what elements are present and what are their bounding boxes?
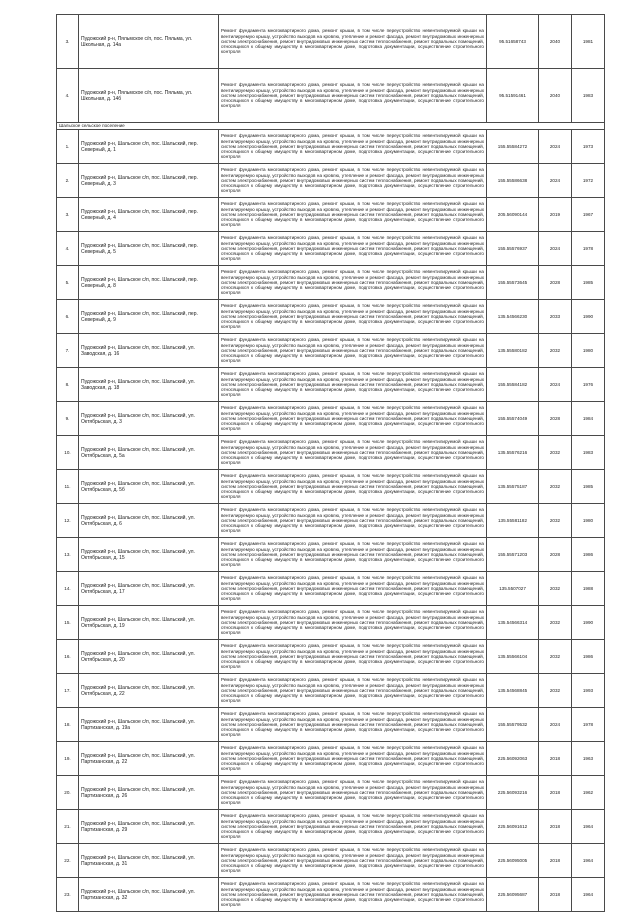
row-work-description: Ремонт фундамента многоквартирного дома, ремонт крыши, в том числе переустройство невентилируемой крыши на вентилируемую крышу, устройство выходов на кровлю, утепление и ремонт фасада, ремонт внутридомовых инженерных систем электроснабжения, ремонт внутридомовых инженерных систем теплоснабжения, ремонт подвальных помещений, относящихся к общему имуществу в многоквартирном доме, подготовка документации, осуществление строительного контроля (219, 606, 487, 640)
row-cost: 225.56095687 (487, 878, 539, 912)
row-number: 11. (57, 470, 79, 504)
row-planned-year: 2024 (539, 164, 572, 198)
table-row (57, 810, 605, 844)
row-address: Пудожский р-н, Шальское с/п, пос. Шальский, пер. Северный, д. 1 (79, 130, 219, 164)
row-cost: 225.56091612 (487, 810, 539, 844)
row-address: Пудожский р-н, Шальское с/п, пос. Шальский, ул. Партизанская, д. 22 (79, 742, 219, 776)
row-work-description: Ремонт фундамента многоквартирного дома, ремонт крыши, в том числе переустройство невентилируемой крыши на вентилируемую крышу, устройство выходов на кровлю, утепление и ремонт фасада, ремонт внутридомовых инженерных систем электроснабжения, ремонт внутридомовых инженерных систем теплоснабжения, ремонт подвальных помещений, относящихся к общему имуществу в многоквартирном доме, подготовка документации, осуществление строительного контроля (219, 538, 487, 572)
row-built-year: 1990 (572, 300, 605, 334)
row-built-year: 1962 (572, 776, 605, 810)
row-cost: 155.55571203 (487, 538, 539, 572)
row-work-description: Ремонт фундамента многоквартирного дома, ремонт крыши, в том числе переустройство невентилируемой крыши на вентилируемую крышу, устройство выходов на кровлю, утепление и ремонт фасада, ремонт внутридомовых инженерных систем электроснабжения, ремонт внутридомовых инженерных систем теплоснабжения, ремонт подвальных помещений, относящихся к общему имуществу в многоквартирном доме, подготовка документации, осуществление строительного контроля (219, 572, 487, 606)
row-number: 22. (57, 844, 79, 878)
row-planned-year: 2032 (539, 640, 572, 674)
table-row (57, 640, 605, 674)
row-built-year: 1985 (572, 470, 605, 504)
row-cost: 155.55584182 (487, 368, 539, 402)
row-address: Пудожский р-н, Шальское с/п, пос. Шальский, пер. Северный, д. 5 (79, 232, 219, 266)
row-planned-year: 2018 (539, 878, 572, 912)
row-built-year: 1983 (572, 69, 605, 123)
row-planned-year: 2032 (539, 606, 572, 640)
row-number: 2. (57, 164, 79, 198)
row-planned-year: 2032 (539, 436, 572, 470)
row-number: 12. (57, 504, 79, 538)
row-work-description: Ремонт фундамента многоквартирного дома, ремонт крыши, в том числе переустройство невентилируемой крыши на вентилируемую крышу, устройство выходов на кровлю, утепление и ремонт фасада, ремонт внутридомовых инженерных систем электроснабжения, ремонт внутридомовых инженерных систем теплоснабжения, ремонт подвальных помещений, относящихся к общему имуществу в многоквартирном доме, подготовка документации, осуществление строительного контроля (219, 504, 487, 538)
row-work-description: Ремонт фундамента многоквартирного дома, ремонт крыши, в том числе переустройство невентилируемой крыши на вентилируемую крышу, устройство выходов на кровлю, утепление и ремонт фасада, ремонт внутридомовых инженерных систем электроснабжения, ремонт внутридомовых инженерных систем теплоснабжения, ремонт подвальных помещений, относящихся к общему имуществу в многоквартирном доме, подготовка документации, осуществление строительного контроля (219, 402, 487, 436)
row-planned-year: 2033 (539, 300, 572, 334)
row-number: 19. (57, 742, 79, 776)
row-work-description: Ремонт фундамента многоквартирного дома, ремонт крыши, в том числе переустройство невентилируемой крыши на вентилируемую крышу, устройство выходов на кровлю, утепление и ремонт фасада, ремонт внутридомовых инженерных систем электроснабжения, ремонт внутридомовых инженерных систем теплоснабжения, ремонт подвальных помещений, относящихся к общему имуществу в многоквартирном доме, подготовка документации, осуществление строительного контроля (219, 878, 487, 912)
row-built-year: 1964 (572, 810, 605, 844)
row-cost: 135.54566314 (487, 606, 539, 640)
row-work-description: Ремонт фундамента многоквартирного дома, ремонт крыши, в том числе переустройство невентилируемой крыши на вентилируемую крышу, устройство выходов на кровлю, утепление и ремонт фасада, ремонт внутридомовых инженерных систем электроснабжения, ремонт внутридомовых инженерных систем теплоснабжения, ремонт подвальных помещений, относящихся к общему имуществу в многоквартирном доме, подготовка документации, осуществление строительного контроля (219, 130, 487, 164)
row-built-year: 1972 (572, 164, 605, 198)
table-body (57, 15, 605, 912)
row-planned-year: 2018 (539, 776, 572, 810)
row-address: Пудожский р-н, Шальское с/п, пос. Шальский, ул. Заводская, д. 18 (79, 368, 219, 402)
row-work-description: Ремонт фундамента многоквартирного дома, ремонт крыши, в том числе переустройство невентилируемой крыши на вентилируемую крышу, устройство выходов на кровлю, утепление и ремонт фасада, ремонт внутридомовых инженерных систем электроснабжения, ремонт внутридомовых инженерных систем теплоснабжения, ремонт подвальных помещений, относящихся к общему имуществу в многоквартирном доме, подготовка документации, осуществление строительного контроля (219, 470, 487, 504)
row-built-year: 1978 (572, 708, 605, 742)
row-planned-year: 2018 (539, 742, 572, 776)
row-planned-year: 2018 (539, 810, 572, 844)
row-work-description: Ремонт фундамента многоквартирного дома, ремонт крыши, в том числе переустройство невентилируемой крыши на вентилируемую крышу, устройство выходов на кровлю, утепление и ремонт фасада, ремонт внутридомовых инженерных систем электроснабжения, ремонт внутридомовых инженерных систем теплоснабжения, ремонт подвальных помещений, относящихся к общему имуществу в многоквартирном доме, подготовка документации, осуществление строительного контроля (219, 164, 487, 198)
row-built-year: 1980 (572, 504, 605, 538)
row-address: Пудожский р-н, Шальское с/п, пос. Шальский, ул. Октябрьская, д. 15 (79, 538, 219, 572)
row-planned-year: 2032 (539, 334, 572, 368)
table-row (57, 470, 605, 504)
row-work-description: Ремонт фундамента многоквартирного дома, ремонт крыши, в том числе переустройство невентилируемой крыши на вентилируемую крышу, устройство выходов на кровлю, утепление и ремонт фасада, ремонт внутридомовых инженерных систем электроснабжения, ремонт внутридомовых инженерных систем теплоснабжения, ремонт подвальных помещений, относящихся к общему имуществу в многоквартирном доме, подготовка документации, осуществление строительного контроля (219, 640, 487, 674)
row-work-description: Ремонт фундамента многоквартирного дома, ремонт крыши, в том числе переустройство невентилируемой крыши на вентилируемую крышу, устройство выходов на кровлю, утепление и ремонт фасада, ремонт внутридомовых инженерных систем электроснабжения, ремонт внутридомовых инженерных систем теплоснабжения, ремонт подвальных помещений, относящихся к общему имуществу в многоквартирном доме, подготовка документации, осуществление строительного контроля (219, 266, 487, 300)
row-built-year: 1988 (572, 572, 605, 606)
row-built-year: 1964 (572, 878, 605, 912)
row-built-year: 1993 (572, 674, 605, 708)
row-work-description: Ремонт фундамента многоквартирного дома, ремонт крыши, в том числе переустройство невентилируемой крыши на вентилируемую крышу, устройство выходов на кровлю, утепление и ремонт фасада, ремонт внутридомовых инженерных систем электроснабжения, ремонт внутридомовых инженерных систем теплоснабжения, ремонт подвальных помещений, относящихся к общему имуществу в многоквартирном доме, подготовка документации, осуществление строительного контроля (219, 708, 487, 742)
row-cost: 155.55586638 (487, 164, 539, 198)
row-planned-year: 2040 (539, 15, 572, 69)
row-built-year: 1983 (572, 436, 605, 470)
row-address: Пудожский р-н, Шальское с/п, пос. Шальский, ул. Октябрьская, д. 22 (79, 674, 219, 708)
table-row (57, 368, 605, 402)
row-work-description: Ремонт фундамента многоквартирного дома, ремонт крыши, в том числе переустройство невентилируемой крыши на вентилируемую крышу, устройство выходов на кровлю, утепление и ремонт фасада, ремонт внутридомовых инженерных систем электроснабжения, ремонт внутридомовых инженерных систем теплоснабжения, ремонт подвальных помещений, относящихся к общему имуществу в многоквартирном доме, подготовка документации, осуществление строительного контроля (219, 776, 487, 810)
table-row (57, 198, 605, 232)
row-cost: 155.55574049 (487, 402, 539, 436)
table-row (57, 674, 605, 708)
row-planned-year: 2032 (539, 504, 572, 538)
row-cost: 205.56090144 (487, 198, 539, 232)
row-planned-year: 2024 (539, 708, 572, 742)
row-cost: 135.54568845 (487, 674, 539, 708)
row-built-year: 1978 (572, 232, 605, 266)
row-work-description: Ремонт фундамента многоквартирного дома, ремонт крыши, в том числе переустройство невентилируемой крыши на вентилируемую крышу, устройство выходов на кровлю, утепление и ремонт фасада, ремонт внутридомовых инженерных систем электроснабжения, ремонт внутридомовых инженерных систем теплоснабжения, ремонт подвальных помещений, относящихся к общему имуществу в многоквартирном доме, подготовка документации, осуществление строительного контроля (219, 15, 487, 69)
row-planned-year: 2018 (539, 844, 572, 878)
row-cost: 135.55566104 (487, 640, 539, 674)
table-row (57, 69, 605, 123)
section-row (57, 123, 605, 130)
table-row (57, 15, 605, 69)
table-row (57, 538, 605, 572)
row-built-year: 1963 (572, 742, 605, 776)
row-cost: 155.55576937 (487, 232, 539, 266)
row-built-year: 1986 (572, 538, 605, 572)
row-cost: 135.5507027 (487, 572, 539, 606)
row-address: Пудожский р-н, Шальское с/п, пос. Шальский, ул. Октябрьская, д. 20 (79, 640, 219, 674)
row-planned-year: 2024 (539, 368, 572, 402)
row-planned-year: 2032 (539, 470, 572, 504)
table-row (57, 232, 605, 266)
row-work-description: Ремонт фундамента многоквартирного дома, ремонт крыши, в том числе переустройство невентилируемой крыши на вентилируемую крышу, устройство выходов на кровлю, утепление и ремонт фасада, ремонт внутридомовых инженерных систем электроснабжения, ремонт внутридомовых инженерных систем теплоснабжения, ремонт подвальных помещений, относящихся к общему имуществу в многоквартирном доме, подготовка документации, осуществление строительного контроля (219, 198, 487, 232)
row-built-year: 1976 (572, 368, 605, 402)
row-cost: 225.56092063 (487, 742, 539, 776)
table-row (57, 300, 605, 334)
row-built-year: 1980 (572, 334, 605, 368)
row-number: 1. (57, 130, 79, 164)
row-cost: 225.56093216 (487, 776, 539, 810)
table-row (57, 742, 605, 776)
row-cost: 225.56095005 (487, 844, 539, 878)
table-row (57, 164, 605, 198)
row-cost: 155.55584272 (487, 130, 539, 164)
row-number: 3. (57, 15, 79, 69)
row-number: 14. (57, 572, 79, 606)
row-address: Пудожский р-н, Шальское с/п, пос. Шальский, ул. Октябрьская, д. 3 (79, 402, 219, 436)
row-work-description: Ремонт фундамента многоквартирного дома, ремонт крыши, в том числе переустройство невентилируемой крыши на вентилируемую крышу, устройство выходов на кровлю, утепление и ремонт фасада, ремонт внутридомовых инженерных систем электроснабжения, ремонт внутридомовых инженерных систем теплоснабжения, ремонт подвальных помещений, относящихся к общему имуществу в многоквартирном доме, подготовка документации, осуществление строительного контроля (219, 674, 487, 708)
row-number: 9. (57, 402, 79, 436)
row-built-year: 1964 (572, 844, 605, 878)
row-cost: 135.55580182 (487, 334, 539, 368)
row-built-year: 1981 (572, 15, 605, 69)
row-built-year: 1984 (572, 402, 605, 436)
row-address: Пудожский р-н, Пяльмское с/п, пос. Пяльма, ул. Школьная, д. 14б (79, 69, 219, 123)
row-built-year: 1985 (572, 266, 605, 300)
row-address: Пудожский р-н, Шальское с/п, пос. Шальский, ул. Октябрьская, д. 6 (79, 504, 219, 538)
row-number: 23. (57, 878, 79, 912)
table-row (57, 436, 605, 470)
row-built-year: 1973 (572, 130, 605, 164)
table-row (57, 130, 605, 164)
row-number: 7. (57, 334, 79, 368)
row-cost: 135.55581182 (487, 504, 539, 538)
row-number: 4. (57, 69, 79, 123)
row-work-description: Ремонт фундамента многоквартирного дома, ремонт крыши, в том числе переустройство невентилируемой крыши на вентилируемую крышу, устройство выходов на кровлю, утепление и ремонт фасада, ремонт внутридомовых инженерных систем электроснабжения, ремонт внутридомовых инженерных систем теплоснабжения, ремонт подвальных помещений, относящихся к общему имуществу в многоквартирном доме, подготовка документации, осуществление строительного контроля (219, 232, 487, 266)
row-number: 6. (57, 300, 79, 334)
row-work-description: Ремонт фундамента многоквартирного дома, ремонт крыши, в том числе переустройство невентилируемой крыши на вентилируемую крышу, устройство выходов на кровлю, утепление и ремонт фасада, ремонт внутридомовых инженерных систем электроснабжения, ремонт внутридомовых инженерных систем теплоснабжения, ремонт подвальных помещений, относящихся к общему имуществу в многоквартирном доме, подготовка документации, осуществление строительного контроля (219, 742, 487, 776)
row-address: Пудожский р-н, Шальское с/п, пос. Шальский, ул. Октябрьская, д. 19 (79, 606, 219, 640)
row-number: 18. (57, 708, 79, 742)
row-work-description: Ремонт фундамента многоквартирного дома, ремонт крыши, в том числе переустройство невентилируемой крыши на вентилируемую крышу, устройство выходов на кровлю, утепление и ремонт фасада, ремонт внутридомовых инженерных систем электроснабжения, ремонт внутридомовых инженерных систем теплоснабжения, ремонт подвальных помещений, относящихся к общему имуществу в многоквартирном доме, подготовка документации, осуществление строительного контроля (219, 334, 487, 368)
row-cost: 135.55575187 (487, 470, 539, 504)
row-work-description: Ремонт фундамента многоквартирного дома, ремонт крыши, в том числе переустройство невентилируемой крыши на вентилируемую крышу, устройство выходов на кровлю, утепление и ремонт фасада, ремонт внутридомовых инженерных систем электроснабжения, ремонт внутридомовых инженерных систем теплоснабжения, ремонт подвальных помещений, относящихся к общему имуществу в многоквартирном доме, подготовка документации, осуществление строительного контроля (219, 810, 487, 844)
row-address: Пудожский р-н, Шальское с/п, пос. Шальский, ул. Партизанская, д. 29 (79, 810, 219, 844)
row-address: Пудожский р-н, Шальское с/п, пос. Шальский, пер. Северный, д. 9 (79, 300, 219, 334)
row-number: 8. (57, 368, 79, 402)
row-address: Пудожский р-н, Шальское с/п, пос. Шальский, ул. Октябрьская, д. 17 (79, 572, 219, 606)
row-address: Пудожский р-н, Пяльмское с/п, пос. Пяльма, ул. Школьная, д. 14а (79, 15, 219, 69)
row-cost: 135.54566230 (487, 300, 539, 334)
row-cost: 95.51658743 (487, 15, 539, 69)
row-number: 5. (57, 266, 79, 300)
table-row (57, 708, 605, 742)
row-number: 15. (57, 606, 79, 640)
row-work-description: Ремонт фундамента многоквартирного дома, ремонт крыши, в том числе переустройство невентилируемой крыши на вентилируемую крышу, устройство выходов на кровлю, утепление и ремонт фасада, ремонт внутридомовых инженерных систем электроснабжения, ремонт внутридомовых инженерных систем теплоснабжения, ремонт подвальных помещений, относящихся к общему имуществу в многоквартирном доме, подготовка документации, осуществление строительного контроля (219, 300, 487, 334)
row-planned-year: 2024 (539, 130, 572, 164)
row-work-description: Ремонт фундамента многоквартирного дома, ремонт крыши, в том числе переустройство невентилируемой крыши на вентилируемую крышу, устройство выходов на кровлю, утепление и ремонт фасада, ремонт внутридомовых инженерных систем электроснабжения, ремонт внутридомовых инженерных систем теплоснабжения, ремонт подвальных помещений, относящихся к общему имуществу в многоквартирном доме, подготовка документации, осуществление строительного контроля (219, 368, 487, 402)
row-cost: 155.55579532 (487, 708, 539, 742)
row-cost: 95.51591461 (487, 69, 539, 123)
row-planned-year: 2032 (539, 674, 572, 708)
row-cost: 135.55576216 (487, 436, 539, 470)
row-address: Пудожский р-н, Шальское с/п, пос. Шальский, ул. Заводская, д. 16 (79, 334, 219, 368)
table-row (57, 878, 605, 912)
row-planned-year: 2024 (539, 232, 572, 266)
row-work-description: Ремонт фундамента многоквартирного дома, ремонт крыши, в том числе переустройство невентилируемой крыши на вентилируемую крышу, устройство выходов на кровлю, утепление и ремонт фасада, ремонт внутридомовых инженерных систем электроснабжения, ремонт внутридомовых инженерных систем теплоснабжения, ремонт подвальных помещений, относящихся к общему имуществу в многоквартирном доме, подготовка документации, осуществление строительного контроля (219, 436, 487, 470)
table-row (57, 266, 605, 300)
row-address: Пудожский р-н, Шальское с/п, пос. Шальский, ул. Октябрьская, д. 5а (79, 436, 219, 470)
row-planned-year: 2019 (539, 198, 572, 232)
row-work-description: Ремонт фундамента многоквартирного дома, ремонт крыши, в том числе переустройство невентилируемой крыши на вентилируемую крышу, устройство выходов на кровлю, утепление и ремонт фасада, ремонт внутридомовых инженерных систем электроснабжения, ремонт внутридомовых инженерных систем теплоснабжения, ремонт подвальных помещений, относящихся к общему имуществу в многоквартирном доме, подготовка документации, осуществление строительного контроля (219, 844, 487, 878)
row-number: 13. (57, 538, 79, 572)
row-address: Пудожский р-н, Шальское с/п, пос. Шальский, ул. Партизанская, д. 31 (79, 844, 219, 878)
row-planned-year: 2028 (539, 402, 572, 436)
table-row (57, 606, 605, 640)
table-row (57, 572, 605, 606)
section-label: Шальское сельское поселение (57, 123, 605, 130)
row-number: 10. (57, 436, 79, 470)
row-address: Пудожский р-н, Шальское с/п, пос. Шальский, пер. Северный, д. 3 (79, 164, 219, 198)
row-number: 20. (57, 776, 79, 810)
row-planned-year: 2028 (539, 266, 572, 300)
row-address: Пудожский р-н, Шальское с/п, пос. Шальский, ул. Партизанская, д. 32 (79, 878, 219, 912)
row-planned-year: 2032 (539, 572, 572, 606)
row-built-year: 1986 (572, 640, 605, 674)
table-row (57, 776, 605, 810)
row-address: Пудожский р-н, Шальское с/п, пос. Шальский, ул. Октябрьская, д. 5б (79, 470, 219, 504)
row-number: 4. (57, 232, 79, 266)
table-row (57, 334, 605, 368)
row-number: 17. (57, 674, 79, 708)
row-cost: 155.55573645 (487, 266, 539, 300)
row-planned-year: 2028 (539, 538, 572, 572)
row-number: 16. (57, 640, 79, 674)
row-address: Пудожский р-н, Шальское с/п, пос. Шальский, ул. Партизанская, д. 26 (79, 776, 219, 810)
row-built-year: 1967 (572, 198, 605, 232)
row-built-year: 1990 (572, 606, 605, 640)
row-address: Пудожский р-н, Шальское с/п, пос. Шальский, пер. Северный, д. 8 (79, 266, 219, 300)
row-work-description: Ремонт фундамента многоквартирного дома, ремонт крыши, в том числе переустройство невентилируемой крыши на вентилируемую крышу, устройство выходов на кровлю, утепление и ремонт фасада, ремонт внутридомовых инженерных систем электроснабжения, ремонт внутридомовых инженерных систем теплоснабжения, ремонт подвальных помещений, относящихся к общему имуществу в многоквартирном доме, подготовка документации, осуществление строительного контроля (219, 69, 487, 123)
table-row (57, 844, 605, 878)
row-number: 21. (57, 810, 79, 844)
table-row (57, 402, 605, 436)
row-number: 3. (57, 198, 79, 232)
table-row (57, 504, 605, 538)
row-planned-year: 2040 (539, 69, 572, 123)
repair-program-table (56, 14, 605, 912)
row-address: Пудожский р-н, Шальское с/п, пос. Шальский, пер. Северный, д. 4 (79, 198, 219, 232)
row-address: Пудожский р-н, Шальское с/п, пос. Шальский, ул. Партизанская, д. 19а (79, 708, 219, 742)
